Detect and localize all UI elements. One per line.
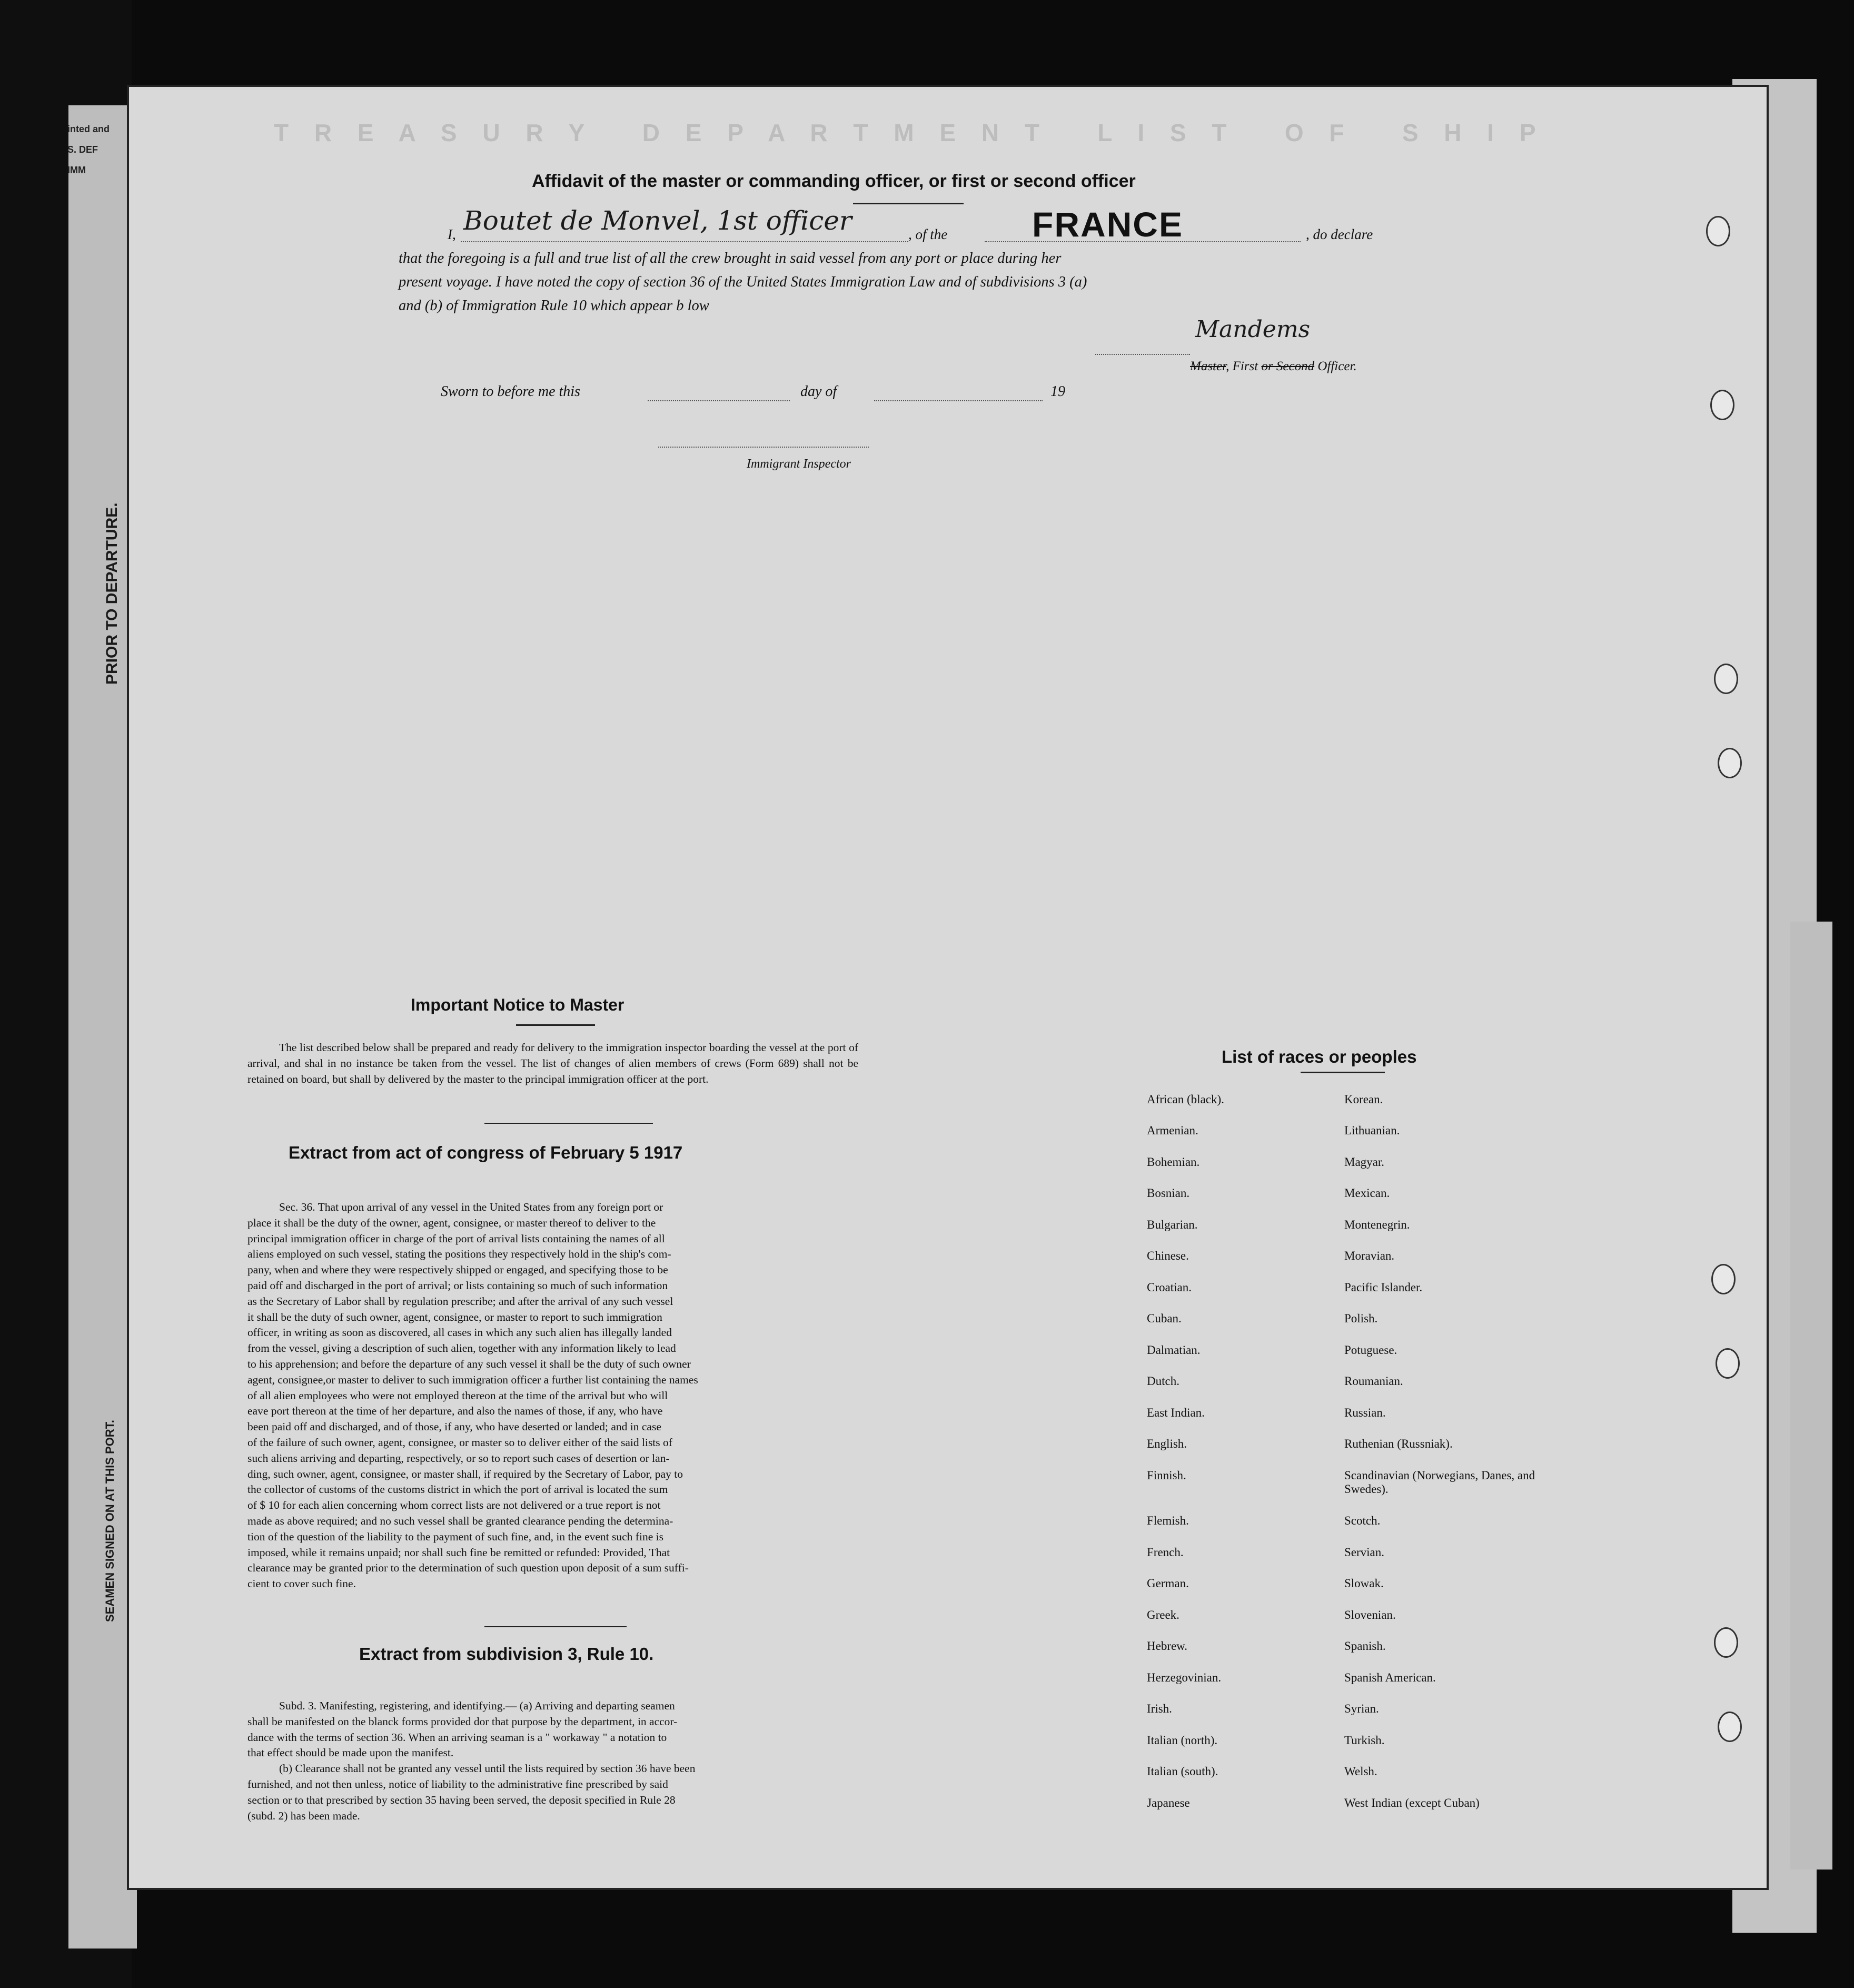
act-line: agent, consignee,or master to deliver to such immigration officer a further list containing the names bbox=[247, 1373, 698, 1386]
vessel-name: FRANCE bbox=[1032, 205, 1183, 244]
race-item: Hebrew. bbox=[1147, 1639, 1188, 1653]
act-line: to his apprehension; and before the departure of any such vessel it shall be the duty of such owner bbox=[247, 1357, 691, 1370]
race-item: Montenegrin. bbox=[1344, 1218, 1410, 1231]
act-line: eave port thereon at the time of her departure, and also the names of those, if any, who have bbox=[247, 1405, 663, 1418]
strip-fragment: IMM bbox=[67, 165, 86, 175]
act-extract-text bbox=[247, 1200, 858, 1592]
day-of-label: day of bbox=[800, 383, 837, 400]
race-item: Russian. bbox=[1344, 1406, 1386, 1419]
title-rule bbox=[853, 203, 964, 204]
affidavit-line-2: that the foregoing is a full and true list of all the crew brought in said vessel from any port or place during her bbox=[399, 250, 1062, 266]
affidavit-line-3: present voyage. I have noted the copy of section 36 of the United States Immigration Law and of subdivisions 3 (a) bbox=[399, 274, 1087, 290]
race-item: Potuguese. bbox=[1344, 1343, 1397, 1357]
underlying-sheet-right-2 bbox=[1790, 922, 1832, 1870]
signature-line bbox=[1095, 354, 1190, 355]
race-item: Italian (north). bbox=[1147, 1734, 1218, 1747]
act-line: tion of the question of the liability to the payment of such fine, and, in the event such fine is bbox=[247, 1530, 663, 1543]
race-item: Lithuanian. bbox=[1344, 1124, 1400, 1137]
race-item: English. bbox=[1147, 1437, 1187, 1450]
act-line: clearance may be granted prior to the determination of such question upon deposit of a sum suffi- bbox=[247, 1561, 689, 1575]
inspector-label: Immigrant Inspector bbox=[747, 457, 851, 471]
act-line: place it shall be the duty of the owner, agent, consignee, or master thereof to deliver to the bbox=[247, 1216, 656, 1229]
race-item: Welsh. bbox=[1344, 1765, 1377, 1778]
race-item: Moravian. bbox=[1344, 1249, 1395, 1262]
rule-extract-title: Extract from subdivision 3, Rule 10. bbox=[359, 1644, 654, 1664]
act-line: ding, such owner, agent, consignee, or master shall, if required by the Secretary of Labor, pay to bbox=[247, 1467, 683, 1480]
race-item: Bohemian. bbox=[1147, 1155, 1200, 1169]
race-item: Croatian. bbox=[1147, 1281, 1192, 1294]
race-item: French. bbox=[1147, 1546, 1184, 1559]
act-line: aliens employed on such vessel, stating the positions they respectively hold in the ship's com- bbox=[247, 1248, 671, 1261]
sworn-month-line bbox=[874, 400, 1043, 401]
race-item: Dutch. bbox=[1147, 1374, 1179, 1388]
race-item: West Indian (except Cuban) bbox=[1344, 1796, 1480, 1809]
race-item: Chinese. bbox=[1147, 1249, 1189, 1262]
affidavit-page bbox=[129, 87, 1767, 1888]
binder-hole bbox=[1714, 1627, 1738, 1658]
rule-line: furnished, and not then unless, notice of liability to the administrative fine prescribed by said bbox=[247, 1777, 668, 1791]
rule-line: that effect should be made upon the manifest. bbox=[247, 1746, 454, 1759]
notice-bottom-rule bbox=[484, 1123, 653, 1124]
race-item: Slovenian. bbox=[1344, 1608, 1396, 1621]
race-item: Bosnian. bbox=[1147, 1186, 1190, 1200]
act-line: as the Secretary of Labor shall by regulation prescribe; and after the arrival of any such vessel bbox=[247, 1294, 673, 1308]
race-item: Polish. bbox=[1344, 1312, 1378, 1325]
race-item: Armenian. bbox=[1147, 1124, 1198, 1137]
race-item: Dalmatian. bbox=[1147, 1343, 1201, 1357]
year-label: 19 bbox=[1050, 383, 1065, 400]
races-title: List of races or peoples bbox=[1222, 1047, 1417, 1066]
binder-hole bbox=[1714, 664, 1738, 694]
race-item: African (black). bbox=[1147, 1093, 1224, 1106]
race-item: Greek. bbox=[1147, 1608, 1179, 1621]
affidavit-prefix: I, bbox=[448, 226, 456, 242]
act-line: from the vessel, giving a description of such alien, together with any information likely to lead bbox=[247, 1342, 676, 1355]
underlying-sheet-strip bbox=[68, 105, 137, 1949]
race-item: Flemish. bbox=[1147, 1514, 1189, 1527]
race-item: German. bbox=[1147, 1577, 1189, 1590]
act-line: of all alien employees who were not employed thereon at the time of the arrival but who will bbox=[247, 1389, 668, 1402]
act-line: such aliens arriving and departing, respectively, or so to report such cases of desertion or lan- bbox=[247, 1451, 670, 1465]
binder-hole bbox=[1718, 748, 1742, 778]
inspector-signature-line bbox=[658, 447, 869, 448]
do-declare-label: , do declare bbox=[1306, 226, 1373, 242]
officer-title-suffix: Officer. bbox=[1314, 359, 1357, 373]
act-line: made as above required; and no such vessel shall be granted clearance pending the determina- bbox=[247, 1514, 673, 1527]
race-item: East Indian. bbox=[1147, 1406, 1205, 1419]
race-item: Turkish. bbox=[1344, 1734, 1385, 1747]
race-item: Mexican. bbox=[1344, 1186, 1390, 1200]
race-item: Pacific Islander. bbox=[1344, 1281, 1423, 1294]
binder-hole bbox=[1710, 390, 1734, 420]
of-the-label: , of the bbox=[908, 226, 948, 242]
race-item: Cuban. bbox=[1147, 1312, 1182, 1325]
binder-hole bbox=[1716, 1348, 1740, 1379]
notice-rule bbox=[516, 1024, 595, 1026]
affidavit-title: Affidavit of the master or commanding officer, or first or second officer bbox=[532, 171, 1136, 191]
rule-extract-text bbox=[247, 1698, 858, 1824]
race-item: Spanish. bbox=[1344, 1639, 1386, 1653]
act-line: been paid off and discharged, and of those, if any, who have deserted or landed; and in case bbox=[247, 1420, 661, 1433]
rule-line: (b) Clearance shall not be granted any vessel until the lists required by section 36 have been bbox=[279, 1762, 696, 1775]
name-field-line bbox=[461, 241, 908, 242]
officer-signature: Mandems bbox=[1195, 316, 1311, 343]
races-rule bbox=[1301, 1072, 1385, 1073]
act-line: principal immigration officer in charge of the port of arrival lists containing the names of all bbox=[247, 1232, 665, 1245]
act-line: pany, when and where they were respectively shipped or engaged, and specifying those to be bbox=[247, 1263, 668, 1277]
rule-line: shall be manifested on the blanck forms provided dor that purpose by the department, in accor- bbox=[247, 1715, 678, 1728]
rule-line: (subd. 2) has been made. bbox=[247, 1809, 360, 1822]
strip-fragment: S. DEF bbox=[67, 144, 98, 155]
rule-line: dance with the terms of section 36. When an arriving seaman is a " workaway " a notation to bbox=[247, 1730, 667, 1744]
notice-title: Important Notice to Master bbox=[411, 995, 624, 1014]
race-item: Servian. bbox=[1344, 1546, 1385, 1559]
officer-title-second: or Second bbox=[1261, 359, 1315, 373]
strip-vertical-caption: SEAMEN SIGNED ON AT THIS PORT. bbox=[103, 1420, 116, 1622]
race-item: Bulgarian. bbox=[1147, 1218, 1198, 1231]
race-item: Italian (south). bbox=[1147, 1765, 1218, 1778]
binder-hole bbox=[1706, 216, 1730, 246]
affidavit-line-4: and (b) of Immigration Rule 10 which appear b low bbox=[399, 298, 709, 314]
strip-vertical-heading: PRIOR TO DEPARTURE. bbox=[103, 502, 121, 685]
officer-title-first: , First bbox=[1226, 359, 1258, 373]
race-item: Finnish. bbox=[1147, 1469, 1186, 1482]
race-item: Magyar. bbox=[1344, 1155, 1385, 1169]
race-item: Japanese bbox=[1147, 1796, 1190, 1809]
act-line: paid off and discharged in the port of arrival; or lists containing so much of such information bbox=[247, 1279, 668, 1292]
strip-fragments bbox=[67, 124, 131, 185]
race-item: Ruthenian (Russniak). bbox=[1344, 1437, 1453, 1450]
act-extract-title: Extract from act of congress of February 5 1917 bbox=[289, 1143, 683, 1162]
act-bottom-rule bbox=[484, 1626, 627, 1627]
vessel-field-line bbox=[985, 241, 1301, 242]
rule-line: section or to that prescribed by section 35 having been served, the deposit specified in Rule 28 bbox=[247, 1793, 676, 1806]
act-line: officer, in writing as soon as discovered, all cases in which any such alien has illegally landed bbox=[247, 1326, 672, 1339]
bleed-through-header: T R E A S U R Y D E P A R T M E N T L I S T O F S H I P bbox=[274, 119, 1545, 146]
act-line: imposed, while it remains unpaid; nor shall such fine be remitted or refunded: Provided, That bbox=[247, 1546, 670, 1559]
sworn-day-line bbox=[648, 400, 790, 401]
officer-title bbox=[1190, 359, 1357, 374]
binder-hole bbox=[1718, 1712, 1742, 1742]
race-item: Irish. bbox=[1147, 1702, 1172, 1715]
act-line: the collector of customs of the customs district in which the port of arrival is located the sum bbox=[247, 1483, 668, 1496]
act-line: of $ 10 for each alien concerning whom correct lists are not delivered or a true report is not bbox=[247, 1499, 661, 1512]
act-line: cient to cover such fine. bbox=[247, 1577, 356, 1590]
officer-title-master: Master bbox=[1190, 359, 1226, 373]
binder-hole bbox=[1711, 1264, 1736, 1294]
strip-fragment: inted and bbox=[67, 124, 110, 134]
officer-name-handwritten: Boutet de Monvel, 1st officer bbox=[463, 205, 852, 236]
rule-line: Subd. 3. Manifesting, registering, and identifying.— (a) Arriving and departing seamen bbox=[279, 1699, 675, 1712]
race-item: Herzegovinian. bbox=[1147, 1671, 1222, 1684]
race-item: Roumanian. bbox=[1344, 1374, 1403, 1388]
race-item: Syrian. bbox=[1344, 1702, 1379, 1715]
race-item: Slowak. bbox=[1344, 1577, 1384, 1590]
race-item: Scotch. bbox=[1344, 1514, 1381, 1527]
act-line: of the failure of such owner, agent, consignee, or master so to deliver either of the said lists of bbox=[247, 1436, 672, 1449]
act-line: Sec. 36. That upon arrival of any vessel in the United States from any foreign port or bbox=[279, 1201, 663, 1213]
notice-text: The list described below shall be prepared and ready for delivery to the immigration inspector boarding the vessel at the port of arrival, and shal in no instance be taken from the vessel. The list of changes of alien members of crews (Form 689) shall not be retained on board, but shall by delivered by the master to the principal immigration officer at the port. bbox=[247, 1041, 858, 1085]
race-item: Korean. bbox=[1344, 1093, 1383, 1106]
race-item: Scandinavian (Norwegians, Danes, and Swedes). bbox=[1344, 1469, 1535, 1496]
sworn-label: Sworn to before me this bbox=[441, 383, 580, 400]
race-item: Spanish American. bbox=[1344, 1671, 1436, 1684]
act-line: it shall be the duty of such owner, agent, consignee, or master to report to such immigration bbox=[247, 1310, 662, 1323]
